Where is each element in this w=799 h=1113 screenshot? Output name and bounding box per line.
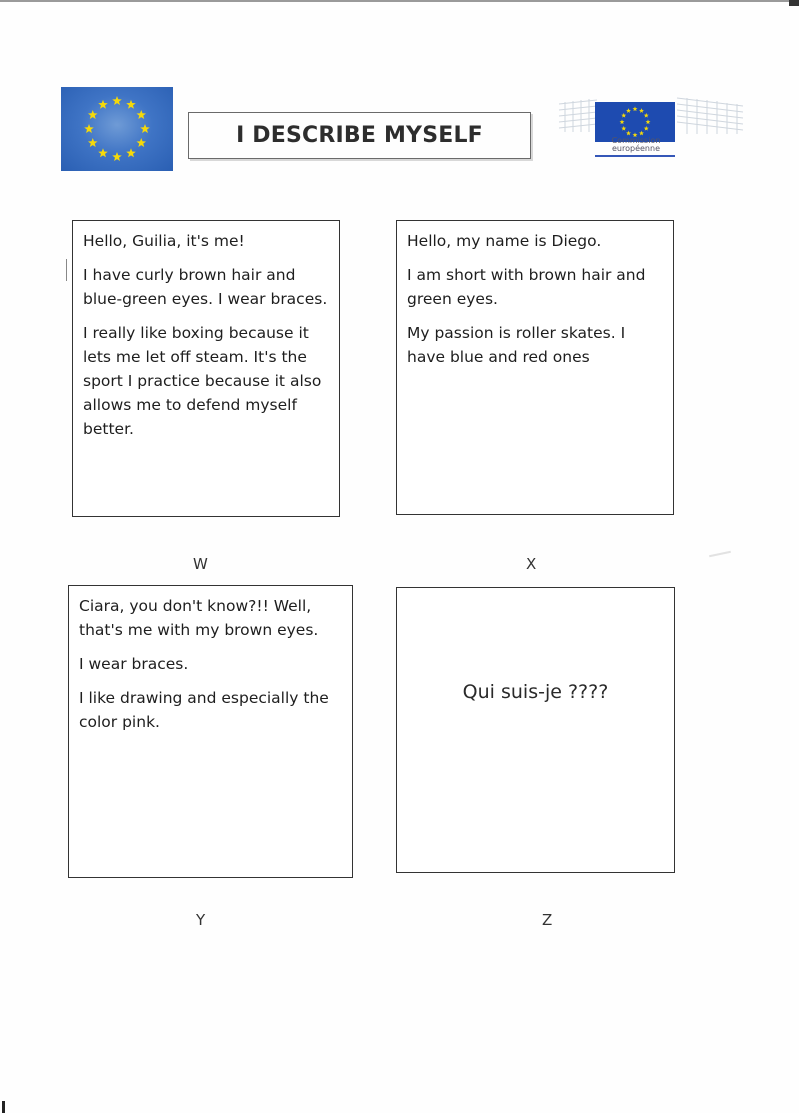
card-w-paragraph: I really like boxing because it lets me let off steam. It's the sport I practice because it also allows me to defend myself better.	[83, 324, 322, 438]
card-x-paragraph: I am short with brown hair and green eyes.	[407, 266, 646, 308]
star-icon	[98, 148, 108, 157]
card-x-paragraph: Hello, my name is Diego.	[407, 232, 602, 250]
scan-artifact-dash	[709, 551, 731, 558]
card-x-paragraph: My passion is roller skates. I have blue and red ones	[407, 324, 626, 366]
commission-name	[591, 137, 681, 153]
star-icon	[112, 152, 122, 161]
scan-artifact-line	[66, 259, 67, 281]
card-y	[68, 585, 353, 878]
card-x-letter: X	[526, 555, 537, 573]
star-icon	[88, 138, 98, 147]
star-icon	[136, 138, 146, 147]
star-icon	[639, 108, 644, 113]
star-icon	[620, 119, 625, 124]
star-icon	[646, 119, 651, 124]
page-title: I DESCRIBE MYSELF	[236, 123, 483, 148]
card-z	[396, 587, 675, 873]
card-y-paragraph: I like drawing and especially the color pink.	[79, 689, 329, 731]
star-icon	[84, 124, 94, 133]
card-y-paragraph: Ciara, you don't know?!! Well, that's me with my brown eyes.	[79, 597, 319, 639]
card-x	[396, 220, 674, 515]
star-icon	[621, 113, 626, 118]
card-w-paragraph: Hello, Guilia, it's me!	[83, 232, 245, 250]
star-icon	[136, 110, 146, 119]
commission-underline	[595, 155, 675, 157]
european-commission-logo-icon	[557, 96, 745, 162]
card-w-paragraph: I have curly brown hair and blue-green eyes. I wear braces.	[83, 266, 328, 308]
card-w-letter: W	[193, 555, 208, 573]
star-icon	[621, 126, 626, 131]
commission-line1: Commission	[611, 136, 661, 145]
star-icon	[644, 113, 649, 118]
star-icon	[626, 108, 631, 113]
card-w	[72, 220, 340, 517]
star-icon	[639, 131, 644, 136]
star-icon	[140, 124, 150, 133]
eu-flag-icon	[61, 87, 173, 171]
scan-bottom-mark	[2, 1101, 5, 1113]
star-icon	[126, 100, 136, 109]
star-icon	[626, 131, 631, 136]
scan-corner-mark	[789, 0, 799, 6]
star-icon	[98, 100, 108, 109]
scan-top-edge	[0, 0, 799, 2]
commission-line2: européenne	[612, 144, 660, 153]
star-icon	[633, 106, 638, 111]
card-y-paragraph: I wear braces.	[79, 655, 189, 673]
star-icon	[644, 126, 649, 131]
title-box	[188, 112, 531, 159]
card-z-letter: Z	[542, 911, 553, 929]
card-z-question: Qui suis-je ????	[462, 681, 609, 703]
star-icon	[112, 96, 122, 105]
star-icon	[126, 148, 136, 157]
star-icon	[88, 110, 98, 119]
card-y-letter: Y	[196, 911, 206, 929]
